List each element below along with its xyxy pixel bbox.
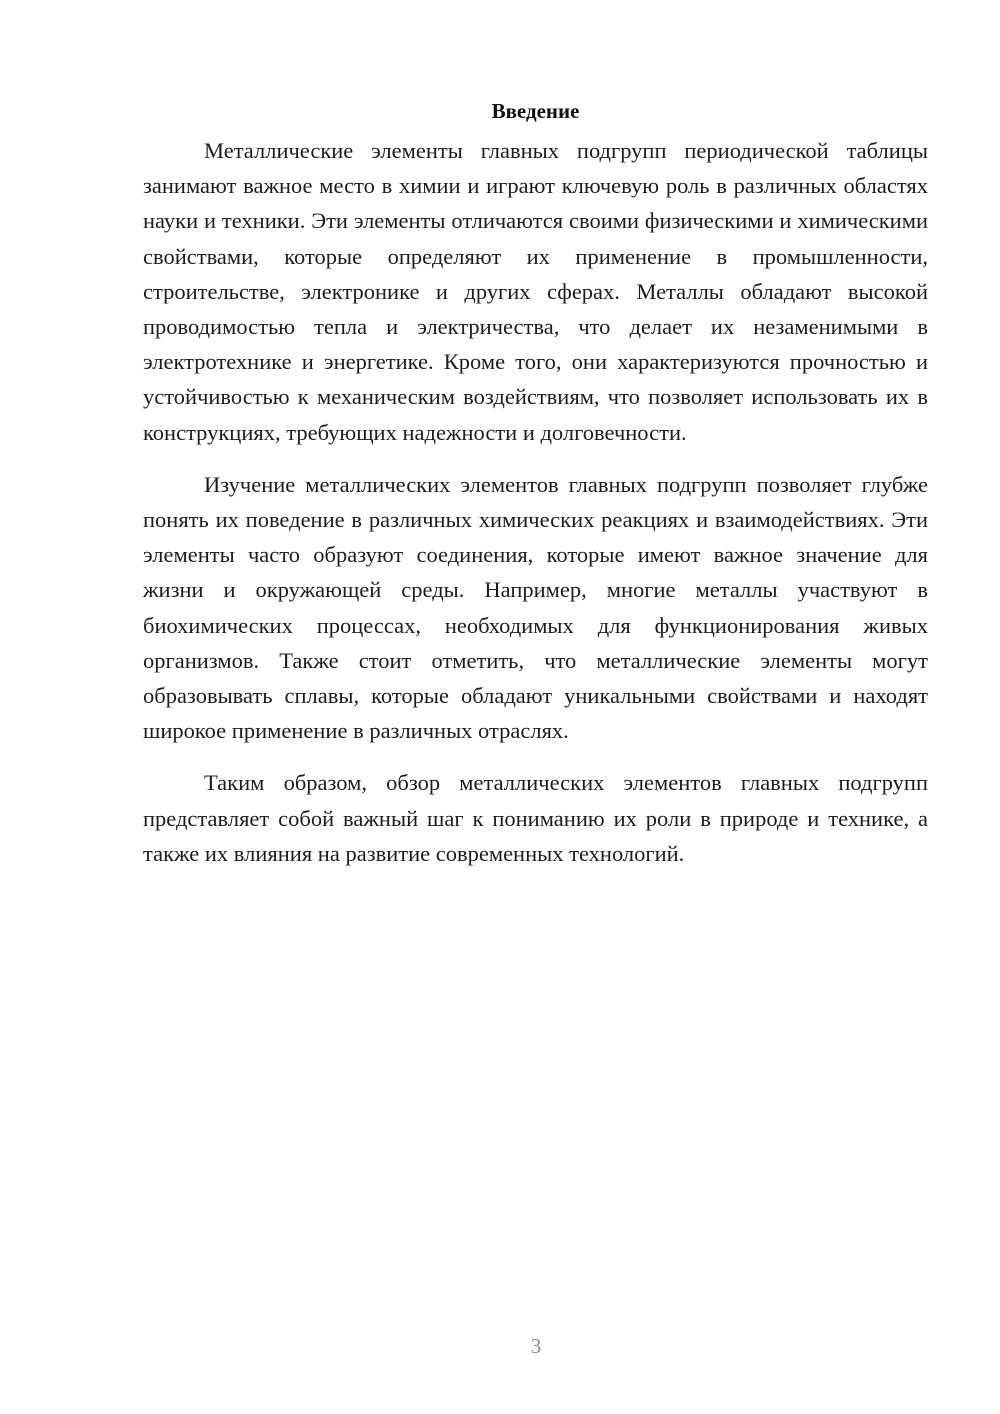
page-content (143, 91, 928, 871)
paragraph-3: Таким образом, обзор металлических элементов главных подгрупп представляет собой важный шаг к пониманию их роли в природе и технике, а также их влияния на развитие современных технологий. (143, 770, 928, 866)
page-number: 3 (530, 1334, 542, 1358)
paragraph-2: Изучение металлических элементов главных подгрупп позволяет глубже понять их поведение в различных химических реакциях и взаимодействиях. Эти элементы часто образуют соединения, которые имеют важное значение для жизни и окружающей среды. Например, многие металлы участвуют в биохимических процессах, необходимых для функционирования живых организмов. Также стоит отметить, что металлические элементы могут образовывать сплавы, которые обладают уникальными свойствами и находят широкое применение в различных отраслях. (143, 471, 928, 744)
section-heading: Введение (491, 99, 580, 123)
paragraph-1: Металлические элементы главных подгрупп периодической таблицы занимают важное место в химии и играют ключевую роль в различных областях науки и техники. Эти элементы отличаются своими физическими и химическими свойствами, которые определяют их применение в промышленности, строительстве, электронике и других сферах. Металлы обладают высокой проводимостью тепла и электричества, что делает их незаменимыми в электротехнике и энергетике. Кроме того, они характеризуются прочностью и устойчивостью к механическим воздействиям, что позволяет использовать их в конструкциях, требующих надежности и долговечности. (143, 138, 928, 445)
